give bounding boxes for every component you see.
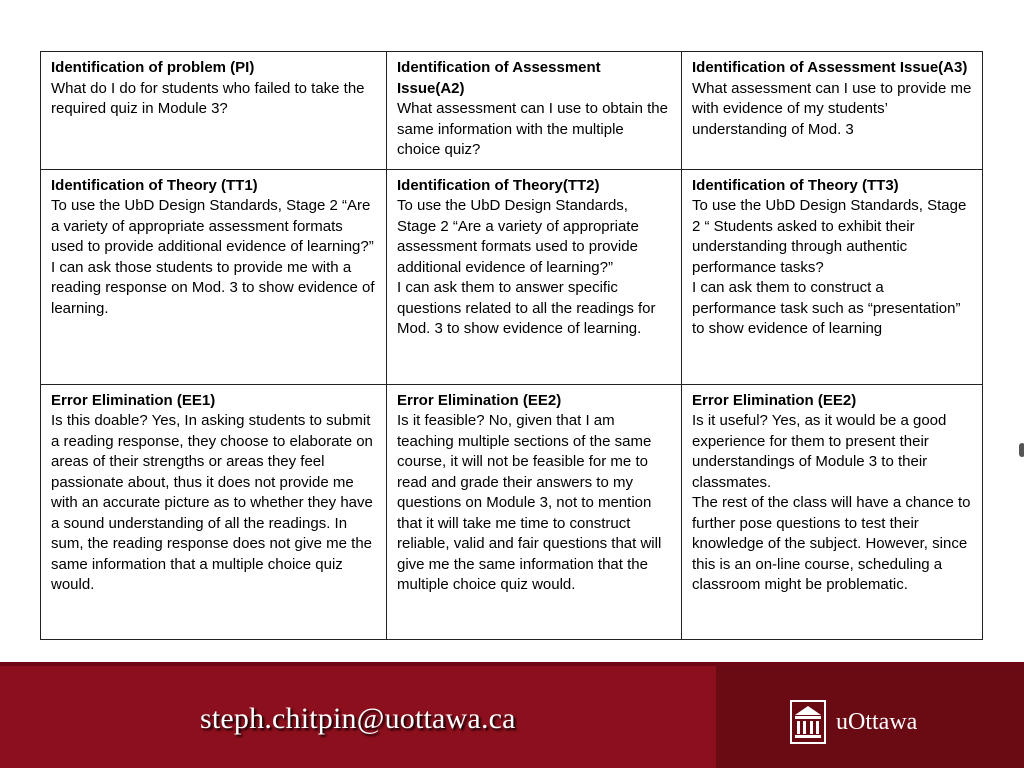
cell-body: To use the UbD Design Standards, Stage 2 “ Students asked to exhibit their understanding through authentic performance tasks? I can ask them to construct a performance task such as “presentation” to show evidence of learning [692,197,967,337]
cell-title: Identification of problem (PI) [51,59,255,76]
table-cell-ee1 [41,384,387,639]
table-row-error-elimination [41,384,983,639]
cell-title: Identification of Theory (TT1) [51,176,258,194]
table-row-identification-theory [41,169,983,384]
cell-body: Is it feasible? No, given that I am teaching multiple sections of the same course, it will not be feasible for me to read and grade their answers to my questions on Module 3, not to mention that it will take me time to construct reliable, valid and fair questions that will give me the same information that the multiple choice quiz would. [397,412,662,593]
cell-body: What assessment can I use to provide me with evidence of my students’ understanding of Mod. 3 [692,79,972,138]
cell-body: To use the UbD Design Standards, Stage 2 “Are a variety of appropriate assessment formats used to provide additional evidence of learning?” I can ask those students to provide me with a reading response on Mod. 3 to show evidence of learning. [51,197,375,317]
cell-title: Error Elimination (EE2) [692,391,857,409]
table-row-identification-problem [41,52,983,170]
table-cell-tt2 [387,169,682,384]
table-cell-ee2 [387,384,682,639]
uottawa-logo [790,700,917,744]
table-cell-a2 [387,52,682,170]
cell-title: Identification of Assessment Issue(A2) [397,59,601,97]
cell-title: Identification of Assessment Issue(A3) [692,59,968,76]
cell-title: Error Elimination (EE2) [397,391,562,409]
cell-title: Identification of Theory(TT2) [397,176,600,194]
logo-wordmark: uOttawa [836,708,918,735]
cell-body: Is it useful? Yes, as it would be a good experience for them to present their understandings of Module 3 to their classmates. The rest of the class will have a chance to further pose questions to test their knowledge of the subject. However, since this is an on-line course, scheduling a classroom might be problematic. [692,412,971,593]
edge-marker [1019,443,1024,457]
cell-body: To use the UbD Design Standards, Stage 2 “Are a variety of appropriate assessment formats used to provide additional evidence of learning?” I can ask them to answer specific questions related to all the readings for Mod. 3 to show evidence of learning. [397,197,656,337]
table-cell-pi [41,52,387,170]
cell-title: Error Elimination (EE1) [51,391,216,409]
cell-title: Identification of Theory (TT3) [692,176,899,194]
cell-body: What assessment can I use to obtain the same information with the multiple choice quiz? [397,100,668,158]
table-cell-a3 [682,52,983,170]
footer-email: steph.chitpin@uottawa.ca [200,702,516,735]
footer-band [0,662,1024,768]
table-cell-tt1 [41,169,387,384]
cell-body: What do I do for students who failed to take the required quiz in Module 3? [51,79,365,117]
table-cell-tt3 [682,169,983,384]
table-cell-ee2-useful [682,384,983,639]
content-table [40,51,983,640]
cell-body: Is this doable? Yes, In asking students to submit a reading response, they choose to elaborate on areas of their strengths or areas they feel passionate about, thus it does not provide me with an accurate picture as to whether they have a sound understanding of all the readings. In sum, the reading response does not give me the same information that a multiple choice quiz would. [51,412,373,593]
university-building-icon [790,700,826,744]
